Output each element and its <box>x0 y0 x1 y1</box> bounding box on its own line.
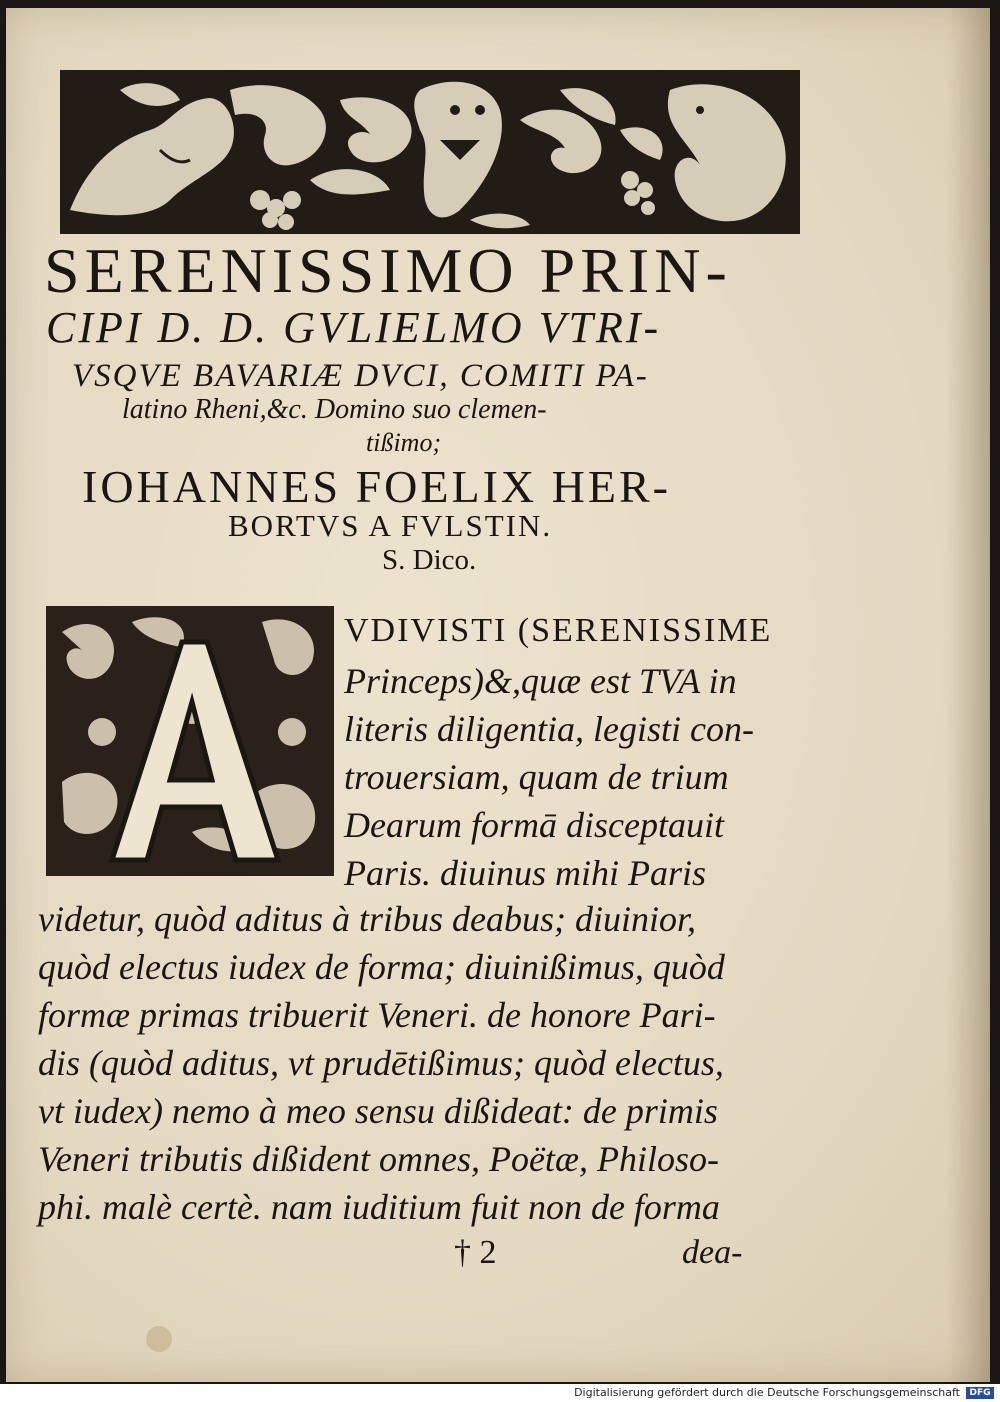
salutation: S. Dico. <box>382 544 477 576</box>
decorated-initial <box>42 602 338 880</box>
heading-line-1: SERENISSIMO PRIN- <box>44 235 732 306</box>
heading-line-3: VSQVE BAVARIÆ DVCI, COMITI PA- <box>72 358 649 394</box>
book-page <box>6 8 990 1382</box>
heading-line-2: CIPI D. D. GVLIELMO VTRI- <box>46 303 662 352</box>
body-line-8: quòd electus iudex de forma; diuinißimus, quòd <box>38 947 725 987</box>
body-line-7: videtur, quòd aditus à tribus deabus; diuinior, <box>38 899 697 939</box>
signature-mark: † 2 <box>454 1234 497 1271</box>
headpiece-ornament <box>60 70 800 234</box>
body-line-2: Princeps)&,quæ est TVA in <box>344 661 737 701</box>
body-line-11: vt iudex) nemo à meo sensu dißideat: de primis <box>38 1091 718 1131</box>
catchword: dea- <box>682 1234 743 1271</box>
body-line-10: dis (quòd aditus, vt prudētißimus; quòd electus, <box>38 1043 724 1083</box>
dfg-logo[interactable]: DFG <box>966 1387 994 1399</box>
footer-bar <box>0 1384 1000 1402</box>
body-line-9: formæ primas tribuerit Veneri. de honore Pari- <box>38 995 716 1035</box>
body-line-5: Dearum formā disceptauit <box>344 805 724 845</box>
heading-line-4: latino Rheni,&c. Domino suo clemen- <box>122 394 547 425</box>
body-line-6: Paris. diuinus mihi Paris <box>344 853 707 893</box>
body-line-13: phi. malè certè. nam iuditium fuit non de forma <box>38 1187 720 1227</box>
body-line-3: literis diligentia, legisti con- <box>344 709 754 749</box>
gutter-shadow <box>946 8 990 1382</box>
author-line-1: IOHANNES FOELIX HER- <box>82 461 671 512</box>
body-line-1: VDIVISTI (SERENISSIME <box>344 612 773 649</box>
funding-credit: Digitalisierung gefördert durch die Deutsche Forschungsgemeinschaft <box>574 1386 960 1399</box>
body-line-12: Veneri tributis dißident omnes, Poëtæ, Philoso- <box>38 1139 719 1179</box>
paper-stain <box>146 1326 172 1352</box>
heading-line-5: tißimo; <box>366 428 442 457</box>
body-line-4: trouersiam, quam de trium <box>344 757 729 797</box>
author-line-2: BORTVS A FVLSTIN. <box>228 508 553 543</box>
